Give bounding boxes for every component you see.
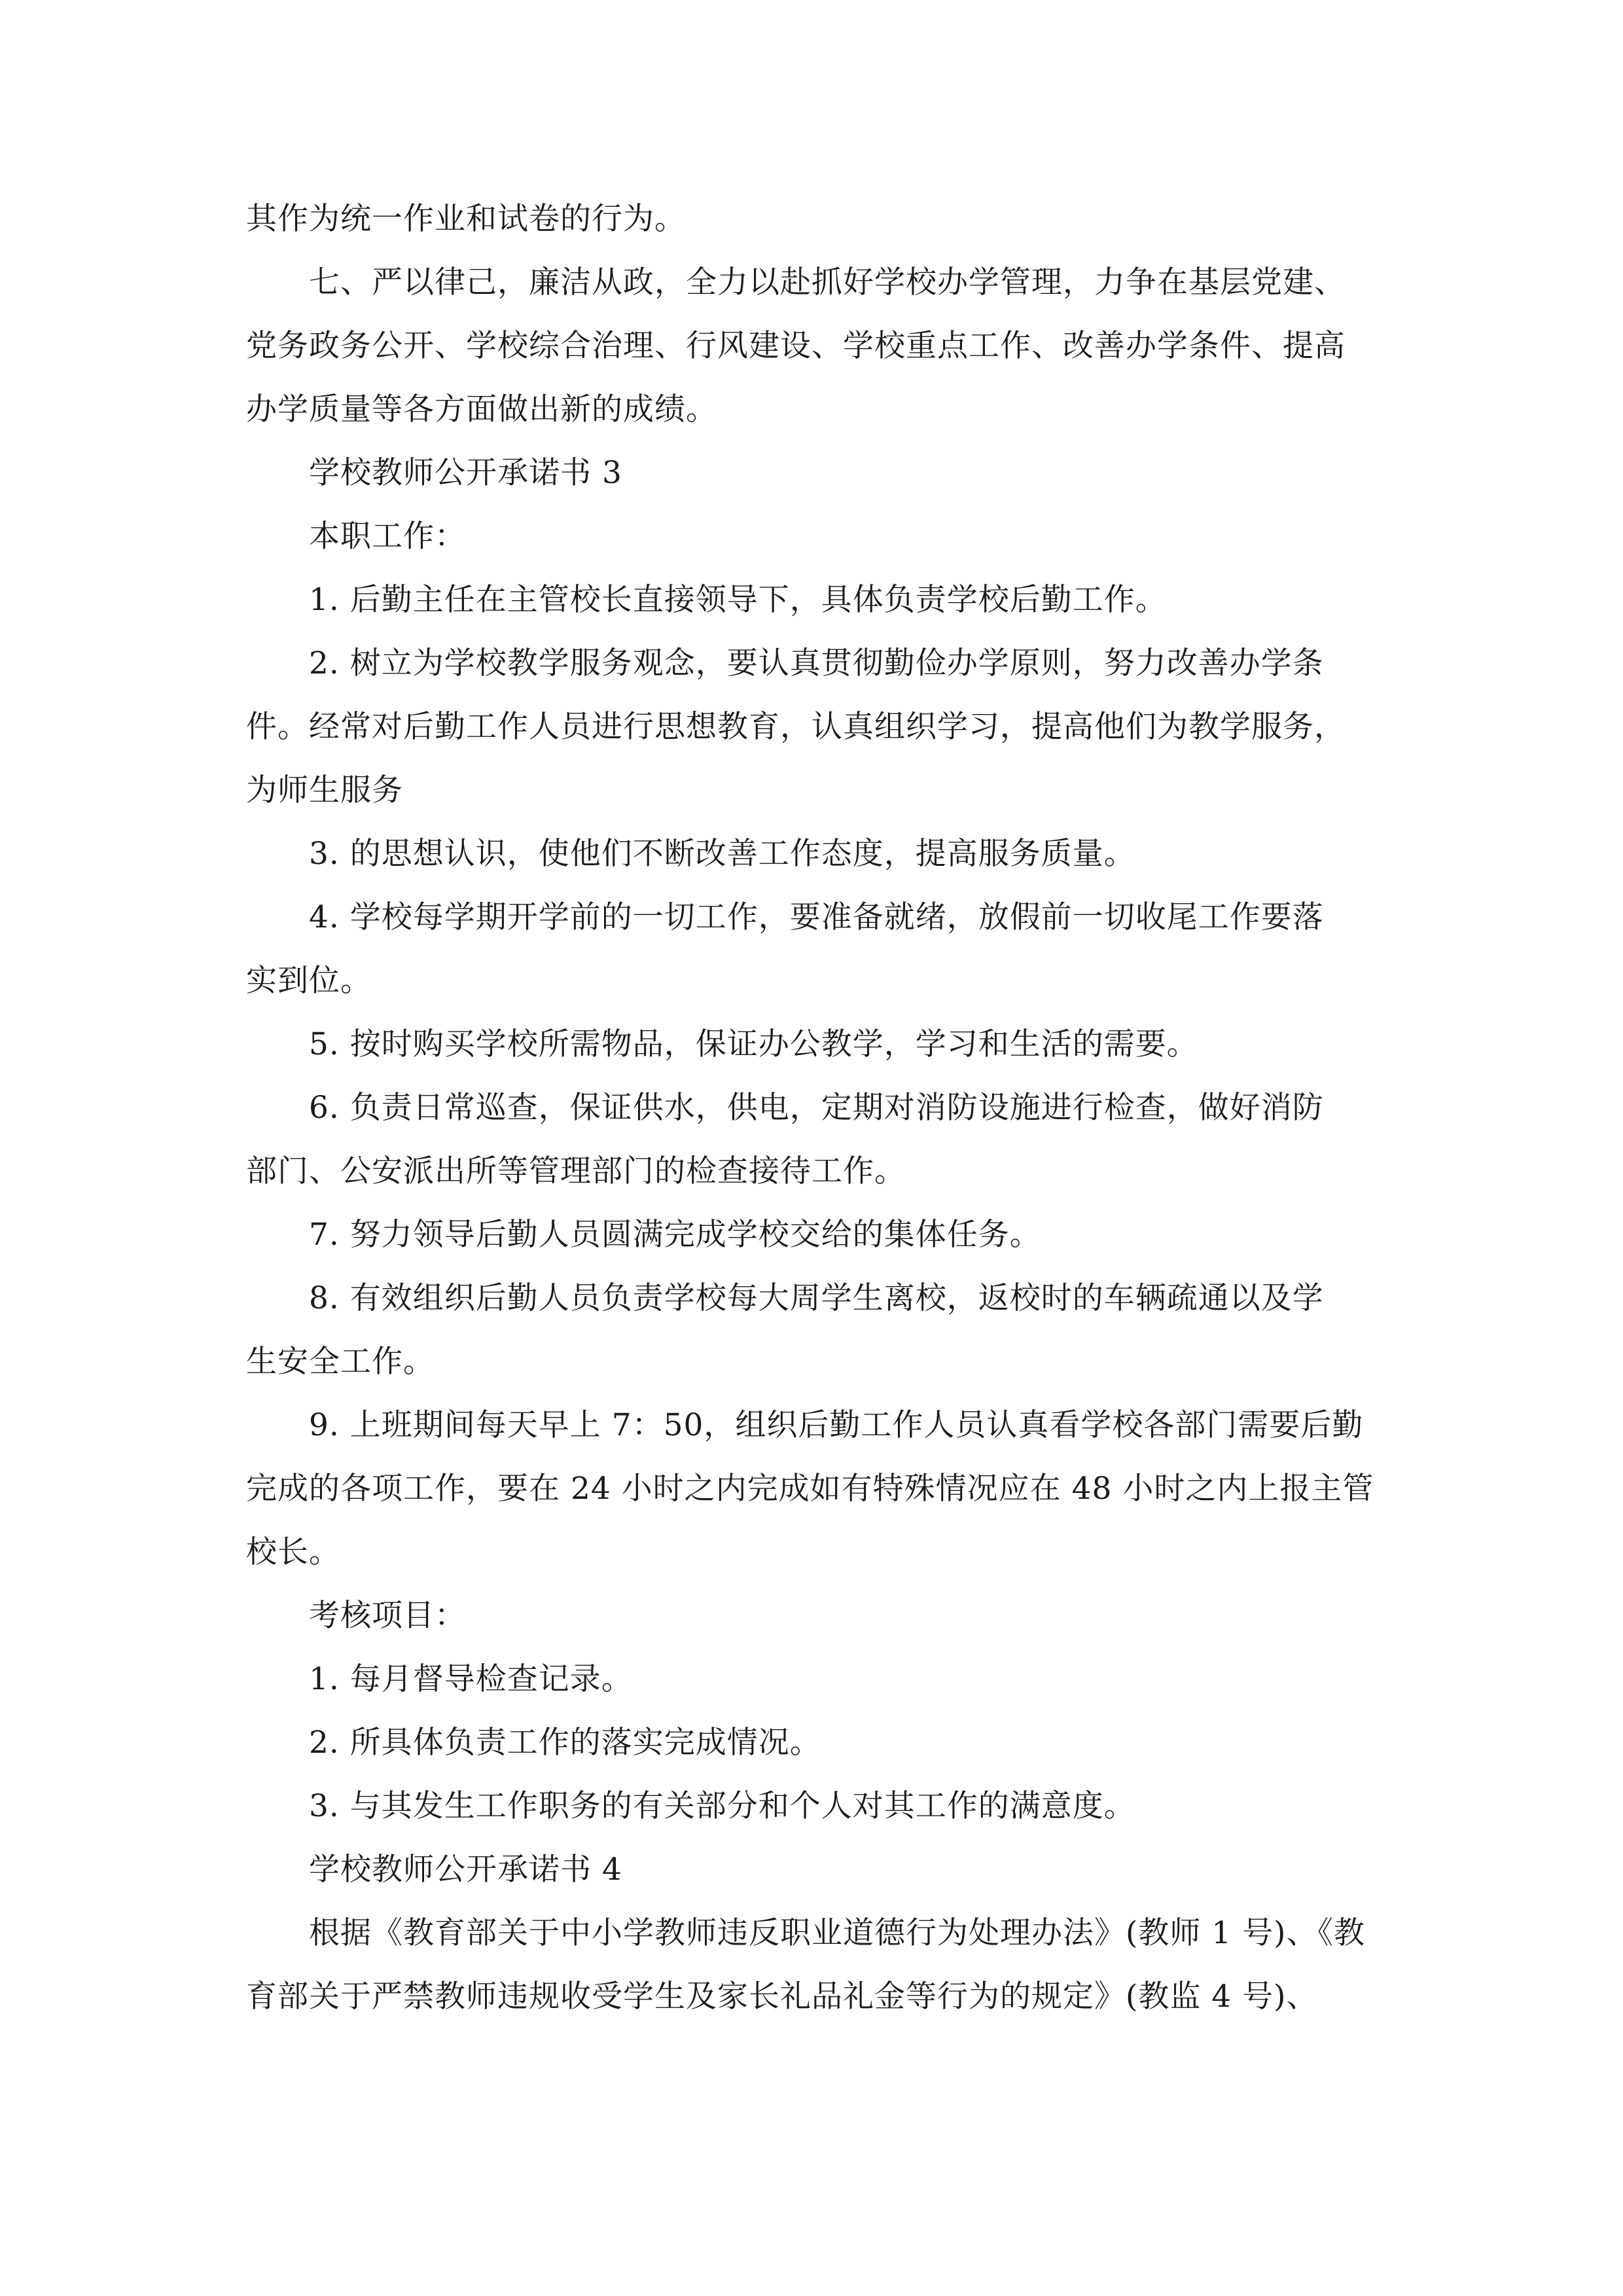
list-item: 1. 后勤主任在主管校长直接领导下，具体负责学校后勤工作。 bbox=[309, 582, 1167, 618]
list-item: 4. 学校每学期开学前的一切工作，要准备就绪，放假前一切收尾工作要落 bbox=[309, 899, 1324, 935]
paragraph-line: 校长。 bbox=[246, 1534, 340, 1570]
list-item: 6. 负责日常巡查，保证供水，供电，定期对消防设施进行检查，做好消防 bbox=[309, 1090, 1324, 1126]
subsection-heading: 本职工作： bbox=[309, 518, 466, 554]
subsection-heading: 考核项目： bbox=[309, 1598, 466, 1634]
list-item: 9. 上班期间每天早上 7：50，组织后勤工作人员认真看学校各部门需要后勤 bbox=[309, 1407, 1364, 1443]
list-item: 1. 每月督导检查记录。 bbox=[309, 1661, 633, 1697]
list-item: 3. 的思想认识，使他们不断改善工作态度，提高服务质量。 bbox=[309, 836, 1135, 872]
paragraph-line: 其作为统一作业和试卷的行为。 bbox=[246, 201, 686, 237]
paragraph-line: 根据《教育部关于中小学教师违反职业道德行为处理办法》(教师 1 号)、《教 bbox=[309, 1915, 1365, 1951]
list-item: 2. 树立为学校教学服务观念，要认真贯彻勤俭办学原则，努力改善办学条 bbox=[309, 645, 1324, 681]
paragraph-line: 七、严以律己，廉洁从政，全力以赴抓好学校办学管理，力争在基层党建、 bbox=[309, 264, 1346, 300]
section-heading: 学校教师公开承诺书 4 bbox=[309, 1852, 622, 1888]
paragraph-line: 部门、公安派出所等管理部门的检查接待工作。 bbox=[246, 1153, 906, 1189]
paragraph-line: 生安全工作。 bbox=[246, 1344, 435, 1380]
paragraph-line: 育部关于严禁教师违规收受学生及家长礼品礼金等行为的规定》(教监 4 号)、 bbox=[246, 1979, 1318, 2015]
paragraph-line: 完成的各项工作，要在 24 小时之内完成如有特殊情况应在 48 小时之内上报主管 bbox=[246, 1471, 1374, 1507]
paragraph-line: 党务政务公开、学校综合治理、行风建设、学校重点工作、改善办学条件、提高 bbox=[246, 328, 1346, 364]
list-item: 3. 与其发生工作职务的有关部分和个人对其工作的满意度。 bbox=[309, 1788, 1135, 1824]
paragraph-line: 实到位。 bbox=[246, 963, 372, 999]
paragraph-line: 件。经常对后勤工作人员进行思想教育，认真组织学习，提高他们为教学服务， bbox=[246, 709, 1346, 745]
paragraph-line: 办学质量等各方面做出新的成绩。 bbox=[246, 391, 717, 427]
paragraph-line: 为师生服务 bbox=[246, 772, 403, 808]
list-item: 8. 有效组织后勤人员负责学校每大周学生离校，返校时的车辆疏通以及学 bbox=[309, 1280, 1324, 1316]
section-heading: 学校教师公开承诺书 3 bbox=[309, 455, 622, 491]
list-item: 7. 努力领导后勤人员圆满完成学校交给的集体任务。 bbox=[309, 1217, 1041, 1253]
list-item: 5. 按时购买学校所需物品，保证办公教学，学习和生活的需要。 bbox=[309, 1026, 1198, 1062]
list-item: 2. 所具体负责工作的落实完成情况。 bbox=[309, 1725, 821, 1761]
